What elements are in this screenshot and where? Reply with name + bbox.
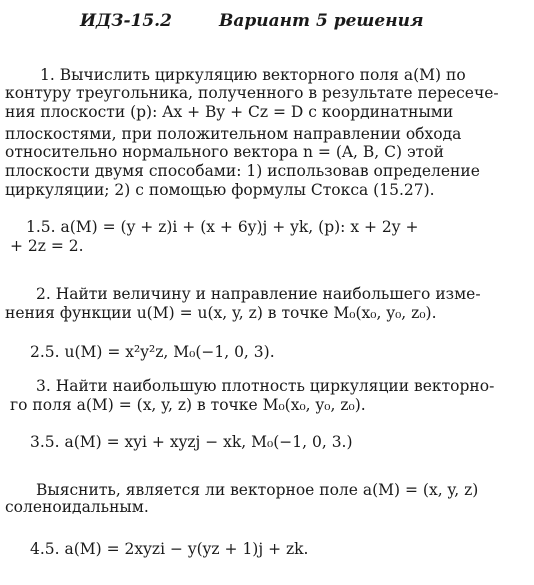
task-1-line-5: относительно нормального вектора n = (A, B, C) этой bbox=[5, 143, 444, 161]
task-1-5-line-1: 1.5. a(M) = (y + z)i + (x + 6y)j + yk, (p): x + 2y + bbox=[26, 218, 419, 236]
task-2-5: 2.5. u(M) = x²y²z, M₀(−1, 0, 3). bbox=[30, 343, 275, 361]
task-1-line-7: циркуляции; 2) с помощью формулы Стокса (15.27). bbox=[5, 181, 435, 199]
task-3-line-2: го поля a(M) = (x, y, z) в точке M₀(x₀, y₀, z₀). bbox=[10, 396, 366, 414]
task-3-line-1: 3. Найти наибольшую плотность циркуляции векторно- bbox=[36, 377, 495, 395]
task-2-line-1: 2. Найти величину и направление наибольшего изме- bbox=[36, 285, 481, 303]
task-1-line-1: 1. Вычислить циркуляцию векторного поля a(M) по bbox=[40, 66, 466, 84]
task-4-line-1: Выяснить, является ли векторное поле a(M) = (x, y, z) bbox=[36, 481, 479, 499]
header-left: ИДЗ-15.2 bbox=[80, 11, 172, 31]
task-1-line-4: плоскостями, при положительном направлении обхода bbox=[5, 125, 462, 143]
task-1-5-line-2: + 2z = 2. bbox=[10, 237, 84, 255]
task-2-line-2: нения функции u(M) = u(x, y, z) в точке M₀(x₀, y₀, z₀). bbox=[5, 304, 437, 322]
task-1-line-2: контуру треугольника, полученного в результате пересече- bbox=[5, 84, 499, 102]
task-1-line-3: ния плоскости (p): Ax + By + Cz = D с координатными bbox=[5, 103, 454, 121]
task-1-line-6: плоскости двумя способами: 1) использовав определение bbox=[5, 162, 480, 180]
task-4-5: 4.5. a(M) = 2xyzi − y(yz + 1)j + zk. bbox=[30, 540, 309, 558]
task-3-5: 3.5. a(M) = xyi + xyzj − xk, M₀(−1, 0, 3.) bbox=[30, 433, 353, 451]
task-4-line-2: соленоидальным. bbox=[5, 498, 149, 516]
header-right: Вариант 5 решения bbox=[219, 11, 424, 31]
